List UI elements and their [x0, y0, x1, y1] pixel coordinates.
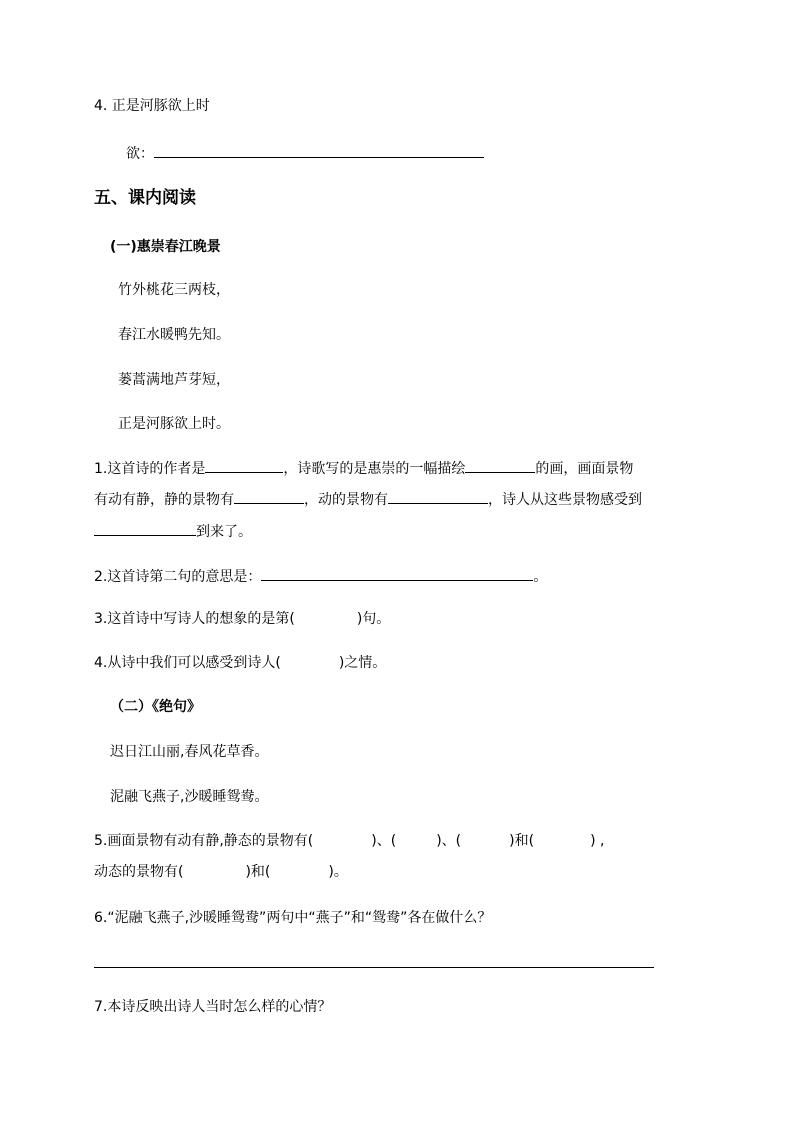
question-5-text: 动态的景物有( [94, 864, 184, 880]
answer-blank[interactable] [234, 489, 304, 504]
question-1-text: ，诗歌写的是惠崇的一幅描绘 [283, 461, 466, 477]
question-3 [94, 609, 390, 629]
question-5-text: )、( [371, 833, 397, 849]
poem-2-line: 迟日江山丽,春风花草香。 [110, 744, 269, 760]
question-2 [94, 566, 547, 587]
question-5-line-2 [94, 862, 348, 882]
question-3-text: )句。 [356, 611, 391, 627]
poem-1-line: 春江水暖鸭先知。 [118, 327, 230, 343]
question-1-text: ，诗人从这些景物感受到 [488, 492, 642, 508]
answer-blank[interactable] [94, 521, 196, 536]
question-5-text: ) , [590, 833, 605, 849]
question-1-line-1 [94, 458, 633, 479]
question-1-text: 到来了。 [196, 524, 252, 540]
question-2-text: 。 [533, 569, 548, 585]
question-5-line-1 [94, 831, 604, 851]
question-1-text: 1.这首诗的作者是 [94, 461, 206, 477]
question-5-text: )。 [328, 864, 348, 880]
question-4-label: 欲： [126, 146, 154, 162]
answer-blank[interactable] [388, 489, 488, 504]
question-2-text: 2.这首诗第二句的意思是： [94, 569, 262, 585]
poem-1-line: 蒌蒿满地芦芽短， [118, 372, 230, 388]
answer-blank[interactable] [465, 458, 535, 473]
answer-blank[interactable] [261, 566, 533, 581]
question-1-line-3 [94, 521, 252, 542]
question-4-text: 4. 正是河豚欲上时 [94, 98, 210, 114]
poem-1-line: 竹外桃花三两枝， [118, 282, 230, 298]
question-5-text: 5.画面景物有动有静,静态的景物有( [94, 833, 314, 849]
poem-1-title: (一)惠崇春江晚景 [110, 239, 221, 255]
question-5-text: )和( [245, 864, 271, 880]
question-3-text: 3.这首诗中写诗人的想象的是第( [94, 611, 295, 627]
question-6-text: 6.“泥融飞燕子,沙暖睡鸳鸯”两句中“燕子”和“鸳鸯”各在做什么？ [94, 910, 492, 926]
poem-2-line: 泥融飞燕子,沙暖睡鸳鸯。 [110, 789, 269, 805]
question-4-text: 4.从诗中我们可以感受到诗人( [94, 655, 281, 671]
question-1-text: 有动有静，静的景物有 [94, 492, 234, 508]
question-1-text: ，动的景物有 [304, 492, 388, 508]
question-5-text: )和( [509, 833, 535, 849]
question-5-text: )、( [436, 833, 462, 849]
poem-1-line: 正是河豚欲上时。 [118, 416, 230, 432]
question-4-sub [126, 143, 484, 164]
section-title: 五、课内阅读 [94, 188, 196, 208]
answer-blank[interactable] [205, 458, 283, 473]
answer-blank[interactable] [154, 143, 484, 158]
question-7-text: 7.本诗反映出诗人当时怎么样的心情？ [94, 999, 332, 1015]
question-1-line-2 [94, 489, 642, 510]
answer-line[interactable] [94, 967, 654, 968]
question-4 [94, 653, 386, 673]
poem-2-title: （二）《绝句》 [110, 699, 201, 715]
question-1-text: 的画，画面景物 [535, 461, 634, 477]
question-4-text: )之情。 [338, 655, 387, 671]
